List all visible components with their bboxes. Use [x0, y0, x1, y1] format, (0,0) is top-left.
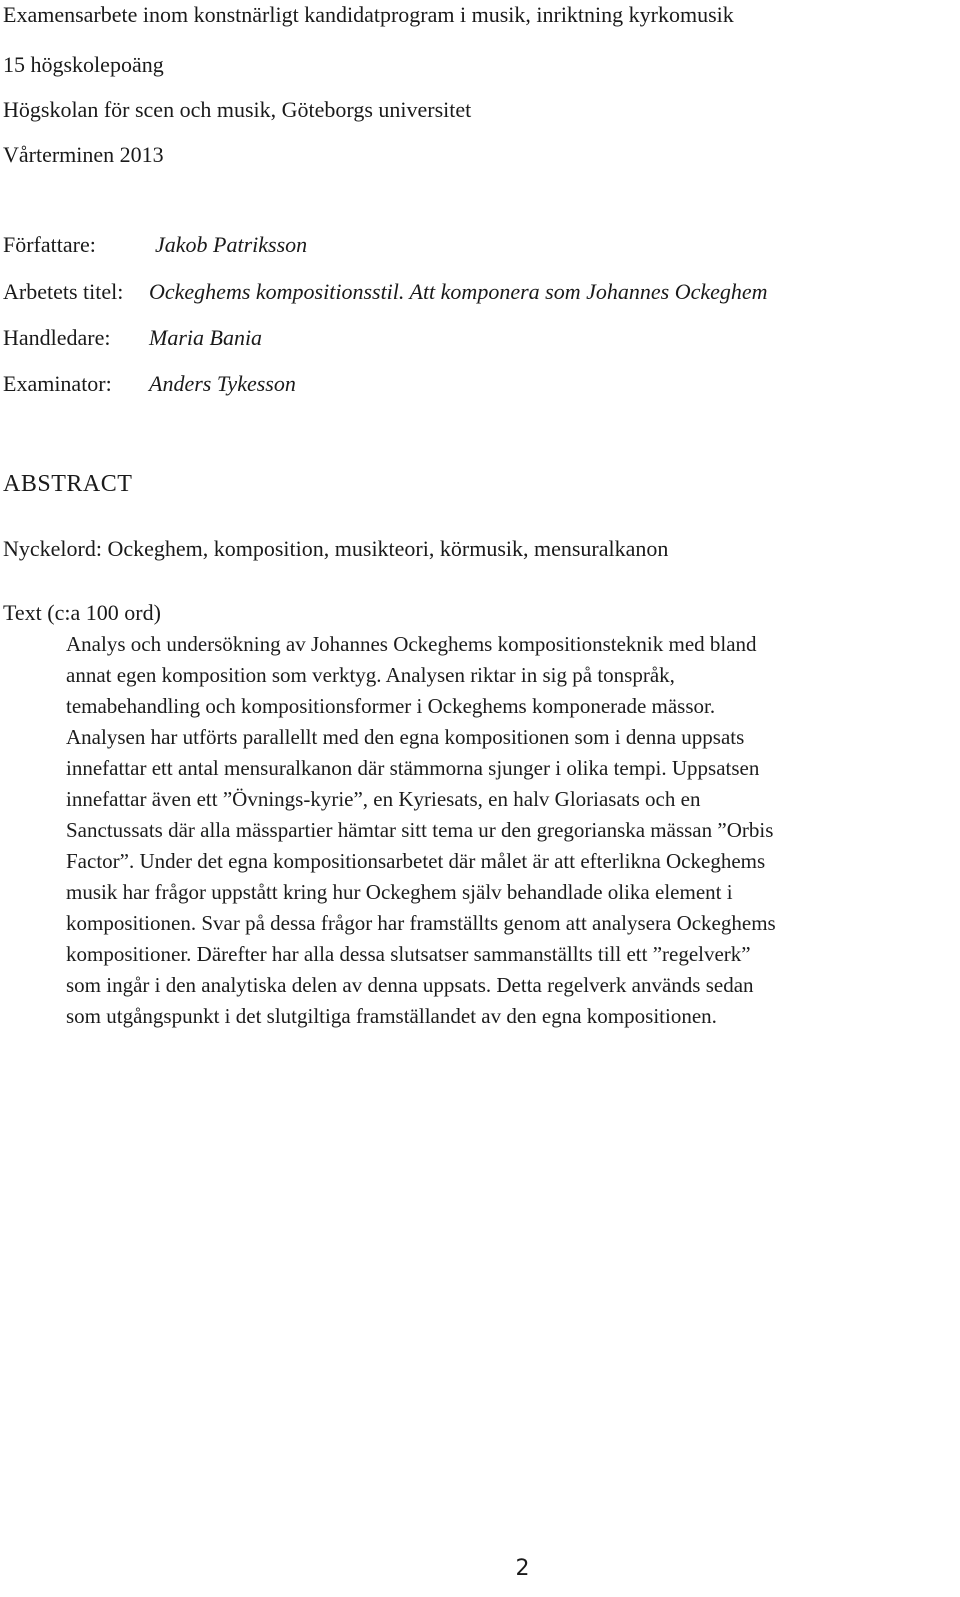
examiner-value: Anders Tykesson	[149, 371, 296, 396]
author-row	[3, 232, 307, 258]
abstract-heading: ABSTRACT	[3, 471, 133, 497]
abstract-line: som ingår i den analytiska delen av denna uppsats. Detta regelverk används sedan	[66, 973, 754, 997]
abstract-line: Analysen har utförts parallellt med den egna kompositionen som i denna uppsats	[66, 725, 745, 749]
examiner-label: Examinator:	[3, 371, 112, 396]
abstract-line: Analys och undersökning av Johannes Ockeghems kompositionsteknik med bland	[66, 632, 757, 656]
abstract-body	[66, 629, 946, 1032]
abstract-line: Sanctussats där alla mässpartier hämtar sitt tema ur den gregorianska mässan ”Orbis	[66, 818, 774, 842]
abstract-line: innefattar även ett ”Övnings-kyrie”, en Kyriesats, en halv Gloriasats och en	[66, 787, 701, 811]
text-length-label: Text (c:a 100 ord)	[3, 600, 161, 625]
page-number: 2	[515, 1556, 530, 1581]
author-label: Författare:	[3, 232, 96, 257]
abstract-line: musik har frågor uppstått kring hur Ockeghem själv behandlade olika element i	[66, 880, 733, 904]
supervisor-value: Maria Bania	[149, 325, 263, 350]
abstract-line: kompositioner. Därefter har alla dessa slutsatser sammanställts till ett ”regelverk”	[66, 942, 751, 966]
credits-line: 15 högskolepoäng	[3, 52, 164, 77]
abstract-line: kompositionen. Svar på dessa frågor har framställts genom att analysera Ockeghems	[66, 911, 776, 935]
abstract-line: annat egen komposition som verktyg. Analysen riktar in sig på tonspråk,	[66, 663, 675, 687]
title-value: Ockeghems kompositionsstil. Att komponera som Johannes Ockeghem	[149, 279, 768, 304]
examiner-row	[3, 371, 296, 397]
author-value: Jakob Patriksson	[155, 232, 308, 257]
keywords-line: Nyckelord: Ockeghem, komposition, musikteori, körmusik, mensuralkanon	[3, 536, 669, 561]
title-row	[3, 279, 768, 305]
supervisor-row	[3, 325, 262, 351]
term-line: Vårterminen 2013	[3, 142, 164, 167]
institution-line: Högskolan för scen och musik, Göteborgs universitet	[3, 97, 472, 122]
abstract-line: Factor”. Under det egna kompositionsarbetet där målet är att efterlikna Ockeghems	[66, 849, 766, 873]
program-line: Examensarbete inom konstnärligt kandidatprogram i musik, inriktning kyrkomusik	[3, 2, 734, 27]
abstract-line: temabehandling och kompositionsformer i Ockeghems komponerade mässor.	[66, 694, 716, 718]
supervisor-label: Handledare:	[3, 325, 111, 350]
abstract-line: innefattar ett antal mensuralkanon där stämmorna sjunger i olika tempi. Uppsatsen	[66, 756, 760, 780]
title-label: Arbetets titel:	[3, 279, 124, 304]
abstract-line: som utgångspunkt i det slutgiltiga framställandet av den egna kompositionen.	[66, 1004, 717, 1028]
